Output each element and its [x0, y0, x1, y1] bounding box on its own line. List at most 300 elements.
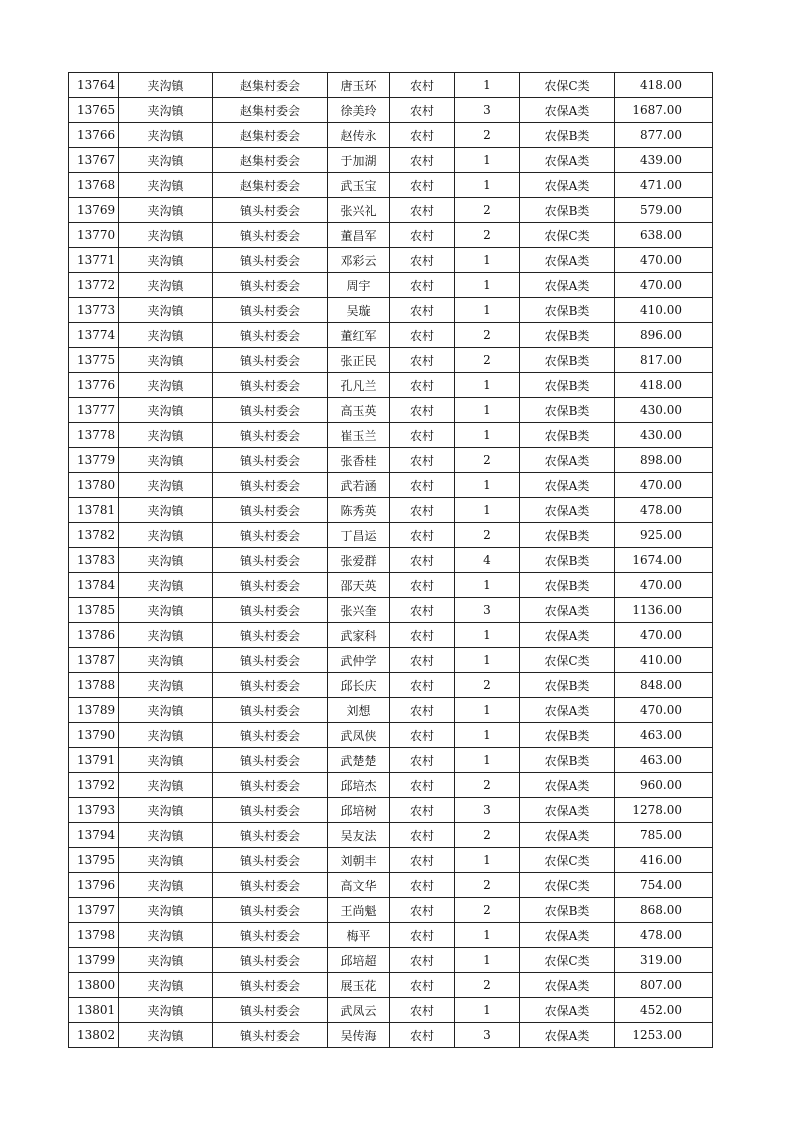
- amount-cell: 470.00: [615, 573, 713, 598]
- household-count-cell: 2: [455, 873, 520, 898]
- table-row: [69, 348, 713, 373]
- household-count-cell: 2: [455, 198, 520, 223]
- town-cell: 夹沟镇: [119, 823, 213, 848]
- insurance-category-cell: 农保A类: [520, 273, 615, 298]
- area-type-cell: 农村: [390, 723, 455, 748]
- town-cell: 夹沟镇: [119, 398, 213, 423]
- record-id-cell: 13764: [69, 73, 119, 98]
- insurance-category-cell: 农保B类: [520, 298, 615, 323]
- household-count-cell: 2: [455, 448, 520, 473]
- record-id-cell: 13802: [69, 1023, 119, 1048]
- insurance-category-cell: 农保B类: [520, 123, 615, 148]
- insurance-category-cell: 农保A类: [520, 448, 615, 473]
- record-id-cell: 13773: [69, 298, 119, 323]
- village-committee-cell: 镇头村委会: [213, 1023, 328, 1048]
- record-id-cell: 13776: [69, 373, 119, 398]
- household-count-cell: 1: [455, 623, 520, 648]
- table-row: [69, 723, 713, 748]
- amount-cell: 1278.00: [615, 798, 713, 823]
- household-count-cell: 1: [455, 848, 520, 873]
- area-type-cell: 农村: [390, 423, 455, 448]
- amount-cell: 470.00: [615, 273, 713, 298]
- area-type-cell: 农村: [390, 398, 455, 423]
- name-cell: 董昌军: [328, 223, 390, 248]
- town-cell: 夹沟镇: [119, 348, 213, 373]
- name-cell: 王尚魁: [328, 898, 390, 923]
- household-count-cell: 1: [455, 498, 520, 523]
- table-row: [69, 373, 713, 398]
- name-cell: 邓彩云: [328, 248, 390, 273]
- town-cell: 夹沟镇: [119, 73, 213, 98]
- town-cell: 夹沟镇: [119, 848, 213, 873]
- amount-cell: 430.00: [615, 423, 713, 448]
- record-id-cell: 13793: [69, 798, 119, 823]
- household-count-cell: 1: [455, 998, 520, 1023]
- area-type-cell: 农村: [390, 623, 455, 648]
- town-cell: 夹沟镇: [119, 273, 213, 298]
- town-cell: 夹沟镇: [119, 298, 213, 323]
- insurance-category-cell: 农保B类: [520, 673, 615, 698]
- name-cell: 张爱群: [328, 548, 390, 573]
- village-committee-cell: 镇头村委会: [213, 223, 328, 248]
- household-count-cell: 1: [455, 473, 520, 498]
- household-count-cell: 1: [455, 73, 520, 98]
- town-cell: 夹沟镇: [119, 148, 213, 173]
- area-type-cell: 农村: [390, 773, 455, 798]
- area-type-cell: 农村: [390, 673, 455, 698]
- household-count-cell: 1: [455, 748, 520, 773]
- record-id-cell: 13769: [69, 198, 119, 223]
- amount-cell: 470.00: [615, 698, 713, 723]
- amount-cell: 877.00: [615, 123, 713, 148]
- insurance-category-cell: 农保B类: [520, 348, 615, 373]
- village-committee-cell: 镇头村委会: [213, 398, 328, 423]
- town-cell: 夹沟镇: [119, 223, 213, 248]
- table-row: [69, 473, 713, 498]
- name-cell: 武玉宝: [328, 173, 390, 198]
- record-id-cell: 13775: [69, 348, 119, 373]
- table-row: [69, 548, 713, 573]
- household-count-cell: 2: [455, 348, 520, 373]
- table-row: [69, 423, 713, 448]
- amount-cell: 638.00: [615, 223, 713, 248]
- town-cell: 夹沟镇: [119, 323, 213, 348]
- insurance-category-cell: 农保A类: [520, 973, 615, 998]
- town-cell: 夹沟镇: [119, 923, 213, 948]
- amount-cell: 410.00: [615, 648, 713, 673]
- record-id-cell: 13765: [69, 98, 119, 123]
- record-id-cell: 13787: [69, 648, 119, 673]
- insurance-category-cell: 农保A类: [520, 248, 615, 273]
- insurance-category-cell: 农保A类: [520, 498, 615, 523]
- amount-cell: 418.00: [615, 373, 713, 398]
- name-cell: 邱长庆: [328, 673, 390, 698]
- household-count-cell: 1: [455, 148, 520, 173]
- area-type-cell: 农村: [390, 973, 455, 998]
- insurance-category-cell: 农保B类: [520, 898, 615, 923]
- village-committee-cell: 镇头村委会: [213, 973, 328, 998]
- insurance-category-cell: 农保B类: [520, 323, 615, 348]
- amount-cell: 478.00: [615, 498, 713, 523]
- table-row: [69, 148, 713, 173]
- village-committee-cell: 镇头村委会: [213, 623, 328, 648]
- table-row: [69, 698, 713, 723]
- area-type-cell: 农村: [390, 323, 455, 348]
- table-row: [69, 248, 713, 273]
- name-cell: 张兴礼: [328, 198, 390, 223]
- town-cell: 夹沟镇: [119, 123, 213, 148]
- household-count-cell: 3: [455, 1023, 520, 1048]
- area-type-cell: 农村: [390, 98, 455, 123]
- record-id-cell: 13771: [69, 248, 119, 273]
- household-count-cell: 3: [455, 798, 520, 823]
- table-row: [69, 323, 713, 348]
- insurance-category-cell: 农保B类: [520, 398, 615, 423]
- insurance-category-cell: 农保C类: [520, 873, 615, 898]
- insurance-category-cell: 农保C类: [520, 648, 615, 673]
- table-row: [69, 598, 713, 623]
- area-type-cell: 农村: [390, 198, 455, 223]
- village-committee-cell: 镇头村委会: [213, 573, 328, 598]
- household-count-cell: 1: [455, 373, 520, 398]
- area-type-cell: 农村: [390, 273, 455, 298]
- insurance-category-cell: 农保C类: [520, 73, 615, 98]
- amount-cell: 896.00: [615, 323, 713, 348]
- village-committee-cell: 赵集村委会: [213, 173, 328, 198]
- household-count-cell: 1: [455, 423, 520, 448]
- table-row: [69, 848, 713, 873]
- record-id-cell: 13797: [69, 898, 119, 923]
- insurance-category-cell: 农保A类: [520, 698, 615, 723]
- household-count-cell: 1: [455, 173, 520, 198]
- amount-cell: 452.00: [615, 998, 713, 1023]
- record-id-cell: 13780: [69, 473, 119, 498]
- record-id-cell: 13770: [69, 223, 119, 248]
- record-id-cell: 13772: [69, 273, 119, 298]
- area-type-cell: 农村: [390, 548, 455, 573]
- insurance-category-cell: 农保B类: [520, 373, 615, 398]
- insurance-category-cell: 农保B类: [520, 523, 615, 548]
- table-row: [69, 748, 713, 773]
- name-cell: 梅平: [328, 923, 390, 948]
- village-committee-cell: 镇头村委会: [213, 473, 328, 498]
- table-row: [69, 898, 713, 923]
- name-cell: 武楚楚: [328, 748, 390, 773]
- record-id-cell: 13784: [69, 573, 119, 598]
- village-committee-cell: 镇头村委会: [213, 923, 328, 948]
- amount-cell: 868.00: [615, 898, 713, 923]
- amount-cell: 579.00: [615, 198, 713, 223]
- name-cell: 邵天英: [328, 573, 390, 598]
- table-row: [69, 873, 713, 898]
- table-row: [69, 823, 713, 848]
- area-type-cell: 农村: [390, 748, 455, 773]
- area-type-cell: 农村: [390, 698, 455, 723]
- table-row: [69, 448, 713, 473]
- insurance-category-cell: 农保B类: [520, 573, 615, 598]
- amount-cell: 319.00: [615, 948, 713, 973]
- record-id-cell: 13777: [69, 398, 119, 423]
- amount-cell: 471.00: [615, 173, 713, 198]
- amount-cell: 960.00: [615, 773, 713, 798]
- area-type-cell: 农村: [390, 798, 455, 823]
- area-type-cell: 农村: [390, 873, 455, 898]
- insurance-category-cell: 农保A类: [520, 623, 615, 648]
- table-row: [69, 173, 713, 198]
- area-type-cell: 农村: [390, 248, 455, 273]
- insurance-category-cell: 农保C类: [520, 948, 615, 973]
- amount-cell: 430.00: [615, 398, 713, 423]
- household-count-cell: 2: [455, 223, 520, 248]
- town-cell: 夹沟镇: [119, 473, 213, 498]
- amount-cell: 463.00: [615, 723, 713, 748]
- area-type-cell: 农村: [390, 1023, 455, 1048]
- household-count-cell: 1: [455, 298, 520, 323]
- area-type-cell: 农村: [390, 148, 455, 173]
- household-count-cell: 2: [455, 823, 520, 848]
- table-row: [69, 948, 713, 973]
- record-id-cell: 13768: [69, 173, 119, 198]
- village-committee-cell: 赵集村委会: [213, 148, 328, 173]
- record-id-cell: 13796: [69, 873, 119, 898]
- amount-cell: 807.00: [615, 973, 713, 998]
- household-count-cell: 2: [455, 123, 520, 148]
- town-cell: 夹沟镇: [119, 673, 213, 698]
- village-committee-cell: 镇头村委会: [213, 373, 328, 398]
- town-cell: 夹沟镇: [119, 748, 213, 773]
- village-committee-cell: 赵集村委会: [213, 98, 328, 123]
- name-cell: 赵传永: [328, 123, 390, 148]
- record-id-cell: 13774: [69, 323, 119, 348]
- area-type-cell: 农村: [390, 223, 455, 248]
- insurance-category-cell: 农保A类: [520, 823, 615, 848]
- record-id-cell: 13782: [69, 523, 119, 548]
- table-row: [69, 1023, 713, 1048]
- name-cell: 于加湖: [328, 148, 390, 173]
- village-committee-cell: 镇头村委会: [213, 248, 328, 273]
- village-committee-cell: 镇头村委会: [213, 873, 328, 898]
- household-count-cell: 4: [455, 548, 520, 573]
- insurance-category-cell: 农保B类: [520, 548, 615, 573]
- amount-cell: 470.00: [615, 473, 713, 498]
- record-id-cell: 13779: [69, 448, 119, 473]
- area-type-cell: 农村: [390, 123, 455, 148]
- area-type-cell: 农村: [390, 648, 455, 673]
- record-id-cell: 13781: [69, 498, 119, 523]
- town-cell: 夹沟镇: [119, 248, 213, 273]
- record-id-cell: 13794: [69, 823, 119, 848]
- household-count-cell: 1: [455, 723, 520, 748]
- area-type-cell: 农村: [390, 523, 455, 548]
- record-id-cell: 13788: [69, 673, 119, 698]
- name-cell: 武仲学: [328, 648, 390, 673]
- record-id-cell: 13800: [69, 973, 119, 998]
- town-cell: 夹沟镇: [119, 1023, 213, 1048]
- area-type-cell: 农村: [390, 298, 455, 323]
- village-committee-cell: 镇头村委会: [213, 948, 328, 973]
- name-cell: 徐美玲: [328, 98, 390, 123]
- name-cell: 邱培树: [328, 798, 390, 823]
- household-count-cell: 1: [455, 398, 520, 423]
- household-count-cell: 1: [455, 273, 520, 298]
- amount-cell: 416.00: [615, 848, 713, 873]
- records-table: [68, 72, 713, 1048]
- household-count-cell: 2: [455, 773, 520, 798]
- area-type-cell: 农村: [390, 473, 455, 498]
- record-id-cell: 13778: [69, 423, 119, 448]
- town-cell: 夹沟镇: [119, 948, 213, 973]
- insurance-category-cell: 农保B类: [520, 423, 615, 448]
- town-cell: 夹沟镇: [119, 723, 213, 748]
- village-committee-cell: 镇头村委会: [213, 998, 328, 1023]
- insurance-category-cell: 农保C类: [520, 848, 615, 873]
- record-id-cell: 13785: [69, 598, 119, 623]
- insurance-category-cell: 农保A类: [520, 148, 615, 173]
- name-cell: 邱培杰: [328, 773, 390, 798]
- village-committee-cell: 镇头村委会: [213, 773, 328, 798]
- name-cell: 吴璇: [328, 298, 390, 323]
- insurance-category-cell: 农保B类: [520, 723, 615, 748]
- village-committee-cell: 镇头村委会: [213, 798, 328, 823]
- area-type-cell: 农村: [390, 373, 455, 398]
- insurance-category-cell: 农保A类: [520, 598, 615, 623]
- village-committee-cell: 镇头村委会: [213, 673, 328, 698]
- table-row: [69, 73, 713, 98]
- insurance-category-cell: 农保A类: [520, 923, 615, 948]
- record-id-cell: 13766: [69, 123, 119, 148]
- insurance-category-cell: 农保A类: [520, 773, 615, 798]
- amount-cell: 898.00: [615, 448, 713, 473]
- insurance-category-cell: 农保B类: [520, 748, 615, 773]
- household-count-cell: 2: [455, 898, 520, 923]
- area-type-cell: 农村: [390, 598, 455, 623]
- village-committee-cell: 镇头村委会: [213, 848, 328, 873]
- name-cell: 孔凡兰: [328, 373, 390, 398]
- area-type-cell: 农村: [390, 173, 455, 198]
- record-id-cell: 13791: [69, 748, 119, 773]
- insurance-category-cell: 农保A类: [520, 1023, 615, 1048]
- village-committee-cell: 镇头村委会: [213, 748, 328, 773]
- insurance-category-cell: 农保B类: [520, 198, 615, 223]
- village-committee-cell: 镇头村委会: [213, 423, 328, 448]
- village-committee-cell: 赵集村委会: [213, 73, 328, 98]
- name-cell: 周宇: [328, 273, 390, 298]
- town-cell: 夹沟镇: [119, 773, 213, 798]
- amount-cell: 754.00: [615, 873, 713, 898]
- town-cell: 夹沟镇: [119, 973, 213, 998]
- name-cell: 高文华: [328, 873, 390, 898]
- household-count-cell: 1: [455, 248, 520, 273]
- insurance-category-cell: 农保A类: [520, 98, 615, 123]
- record-id-cell: 13767: [69, 148, 119, 173]
- table-row: [69, 673, 713, 698]
- name-cell: 张正民: [328, 348, 390, 373]
- area-type-cell: 农村: [390, 998, 455, 1023]
- insurance-category-cell: 农保A类: [520, 798, 615, 823]
- area-type-cell: 农村: [390, 923, 455, 948]
- household-count-cell: 1: [455, 948, 520, 973]
- name-cell: 刘想: [328, 698, 390, 723]
- amount-cell: 1253.00: [615, 1023, 713, 1048]
- table-row: [69, 523, 713, 548]
- records-table-body: [69, 73, 713, 1048]
- name-cell: 展玉花: [328, 973, 390, 998]
- town-cell: 夹沟镇: [119, 423, 213, 448]
- record-id-cell: 13798: [69, 923, 119, 948]
- name-cell: 武凤侠: [328, 723, 390, 748]
- name-cell: 武若涵: [328, 473, 390, 498]
- insurance-category-cell: 农保A类: [520, 473, 615, 498]
- village-committee-cell: 镇头村委会: [213, 298, 328, 323]
- village-committee-cell: 镇头村委会: [213, 323, 328, 348]
- town-cell: 夹沟镇: [119, 173, 213, 198]
- amount-cell: 470.00: [615, 623, 713, 648]
- town-cell: 夹沟镇: [119, 573, 213, 598]
- town-cell: 夹沟镇: [119, 598, 213, 623]
- name-cell: 陈秀英: [328, 498, 390, 523]
- table-row: [69, 998, 713, 1023]
- town-cell: 夹沟镇: [119, 698, 213, 723]
- town-cell: 夹沟镇: [119, 623, 213, 648]
- household-count-cell: 1: [455, 573, 520, 598]
- table-row: [69, 298, 713, 323]
- table-row: [69, 223, 713, 248]
- town-cell: 夹沟镇: [119, 198, 213, 223]
- household-count-cell: 2: [455, 323, 520, 348]
- village-committee-cell: 镇头村委会: [213, 598, 328, 623]
- amount-cell: 418.00: [615, 73, 713, 98]
- name-cell: 吴友法: [328, 823, 390, 848]
- area-type-cell: 农村: [390, 823, 455, 848]
- household-count-cell: 2: [455, 973, 520, 998]
- name-cell: 唐玉环: [328, 73, 390, 98]
- amount-cell: 1687.00: [615, 98, 713, 123]
- town-cell: 夹沟镇: [119, 648, 213, 673]
- table-row: [69, 273, 713, 298]
- name-cell: 丁昌运: [328, 523, 390, 548]
- village-committee-cell: 镇头村委会: [213, 273, 328, 298]
- table-row: [69, 648, 713, 673]
- insurance-category-cell: 农保A类: [520, 173, 615, 198]
- table-row: [69, 198, 713, 223]
- table-row: [69, 498, 713, 523]
- table-row: [69, 123, 713, 148]
- village-committee-cell: 镇头村委会: [213, 723, 328, 748]
- town-cell: 夹沟镇: [119, 448, 213, 473]
- village-committee-cell: 镇头村委会: [213, 898, 328, 923]
- record-id-cell: 13795: [69, 848, 119, 873]
- name-cell: 武家科: [328, 623, 390, 648]
- town-cell: 夹沟镇: [119, 523, 213, 548]
- record-id-cell: 13801: [69, 998, 119, 1023]
- town-cell: 夹沟镇: [119, 548, 213, 573]
- table-row: [69, 623, 713, 648]
- village-committee-cell: 镇头村委会: [213, 648, 328, 673]
- amount-cell: 1674.00: [615, 548, 713, 573]
- name-cell: 崔玉兰: [328, 423, 390, 448]
- area-type-cell: 农村: [390, 948, 455, 973]
- insurance-category-cell: 农保A类: [520, 998, 615, 1023]
- household-count-cell: 3: [455, 98, 520, 123]
- record-id-cell: 13790: [69, 723, 119, 748]
- name-cell: 高玉英: [328, 398, 390, 423]
- table-row: [69, 798, 713, 823]
- table-row: [69, 923, 713, 948]
- household-count-cell: 2: [455, 523, 520, 548]
- area-type-cell: 农村: [390, 898, 455, 923]
- household-count-cell: 1: [455, 648, 520, 673]
- area-type-cell: 农村: [390, 73, 455, 98]
